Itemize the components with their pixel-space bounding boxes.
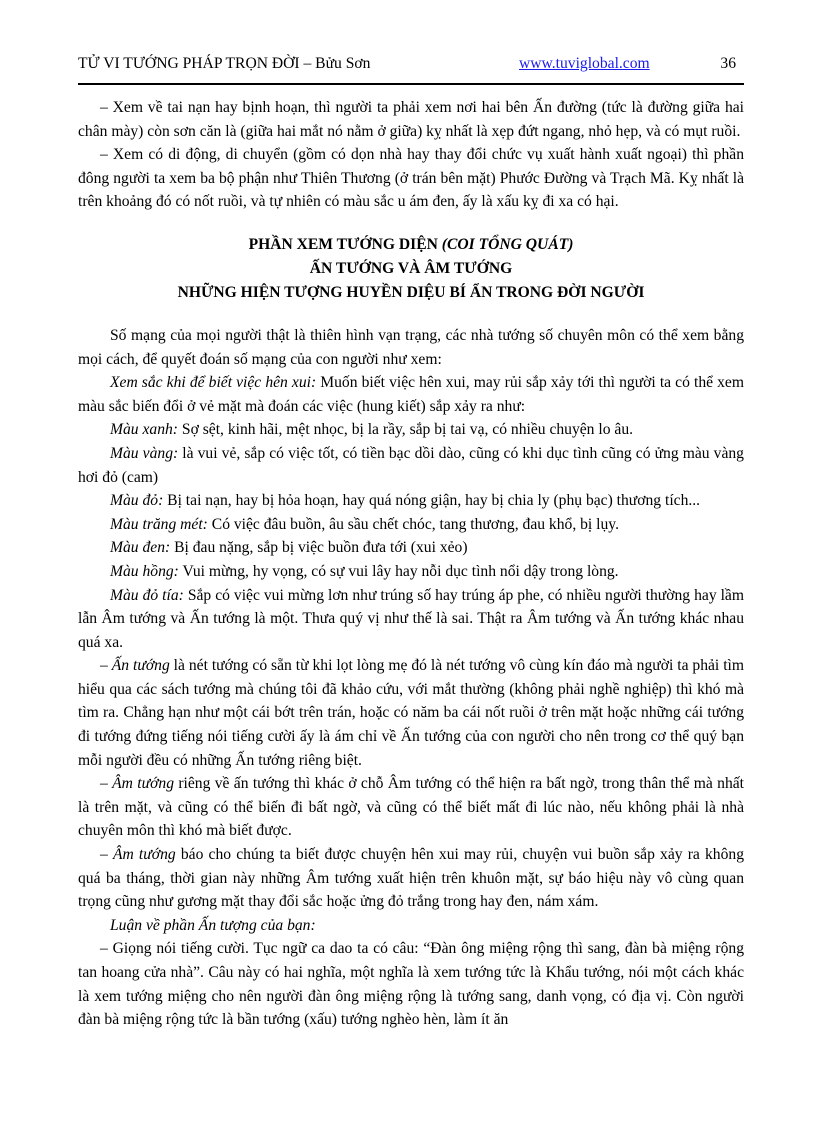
color-text: Sợ sệt, kinh hãi, mệt nhọc, bị la rầy, sắp bị tai vạ, có nhiều chuyện lo âu. [178, 421, 634, 439]
am-tuong-text: báo cho chúng ta biết được chuyện hên xui may rủi, chuyện vui buồn sắp xảy ra không quá ba tháng, thời gian này những Âm tướng xuất hiện trên khuôn mặt, sự báo hiệu này vô cùng quan trọng cũng như gương mặt thay đổi sắc hoặc ửng đỏ trắng trong hay đen, nám xám. [78, 846, 744, 911]
dash-marker: – [100, 775, 113, 793]
color-text: Sắp có việc vui mừng lơn như trúng số hay trúng áp phe, có nhiều người thường hay lầm lẫn Âm tướng và Ấn tướng là một. Thưa quý vị như thế là sai. Thật ra Âm tướng và Ấn tướng khác nhau quá xa. [78, 586, 744, 651]
page-number: 36 [720, 55, 736, 72]
heading-main: PHẦN XEM TƯỚNG DIỆN [248, 235, 442, 253]
color-item [78, 442, 744, 489]
color-label: Màu đỏ: [110, 492, 164, 510]
color-text: Có việc đâu buồn, âu sầu chết chóc, tang thương, đau khổ, bị lụy. [207, 515, 619, 533]
paragraph-color-intro [78, 371, 744, 418]
color-item [78, 418, 744, 442]
heading-line-1 [78, 233, 744, 257]
paragraph-moving: – Xem có di động, di chuyển (gồm có dọn nhà hay thay đổi chức vụ xuất hành xuất ngoại) thì phần đông người ta xem ba bộ phận như Thiên Thương (ở trán bên mặt) Phước Đường và Trạch Mã. Kỵ nhất là trên khoảng đó có nốt ruồi, và tự nhiên có màu sắc u ám đen, ấy là xấu kỵ đi xa có hại. [78, 146, 744, 211]
an-tuong-text: là nét tướng có sẵn từ khi lọt lòng mẹ đó là nét tướng vô cùng kín đáo mà người ta phải tìm hiểu qua các sách tướng mà chúng tôi đã khảo cứu, với mắt thường (không phải nghề nghiệp) thì khó mà tìm ra. Chẳng hạn như một cái bớt trên trán, hoặc có năm ba cái nốt ruồi ở trên mặt hoặc những cái tướng đi tướng đứng tiếng nói tiếng cười ấy là ám chỉ về Ấn tướng của con người cho nên trong cơ thể quý bạn mỗi người đều có những Ấn tướng riêng biệt. [78, 657, 744, 769]
section-heading [78, 233, 744, 305]
color-text: Bị đau nặng, sắp bị việc buồn đưa tới (xui xẻo) [170, 539, 468, 557]
website-link[interactable]: www.tuviglobal.com [519, 55, 650, 72]
color-item [78, 513, 744, 537]
color-label: Màu đen: [110, 539, 171, 557]
color-text: Vui mừng, hy vọng, có sự vui lây hay nỗi dục tình nổi dậy trong lòng. [178, 562, 619, 580]
header-rule [78, 83, 744, 85]
am-tuong-text: riêng về ấn tướng thì khác ở chỗ Âm tướng có thể hiện ra bất ngờ, trong thân thể mà nhất là trên mặt, và cũng có thể biến đi bất ngờ, và cũng có thể biết mất đi lúc nào, nếu không phải là nhà chuyên môn thì khó mà biết được. [78, 775, 744, 840]
page-header [78, 52, 744, 78]
color-label: Màu hồng: [110, 562, 179, 580]
page-body [78, 96, 744, 1032]
color-label: Màu vàng: [110, 444, 179, 462]
color-intro-text: Muốn biết việc hên xui, may rủi sắp xảy tới thì người ta có thể xem màu sắc biến đổi ở vẻ mặt mà đoán các việc (hung kiết) sắp xảy ra như: [78, 374, 744, 415]
term-an-tuong: Ấn tướng [111, 657, 170, 675]
color-text: là vui vẻ, sắp có việc tốt, có tiền bạc dồi dào, cũng có khi dục tình cũng có ửng màu vàng hơi đỏ (cam) [78, 444, 744, 486]
subheading-text: Luận về phần Ấn tượng của bạn: [110, 916, 316, 934]
color-item [78, 560, 744, 584]
dash-marker: – [100, 846, 113, 864]
color-text: Bị tai nạn, hay bị hỏa hoạn, hay quá nóng giận, hay bị chia ly (phụ bạc) thương tích... [163, 492, 701, 510]
color-label: Màu trăng mét: [110, 515, 208, 533]
color-label: Màu đỏ tía: [110, 586, 184, 604]
color-item [78, 536, 744, 560]
paragraph-an-tuong [78, 654, 744, 772]
heading-line-3: NHỮNG HIỆN TƯỢNG HUYỀN DIỆU BÍ ẨN TRONG ĐỜI NGƯỜI [177, 283, 645, 301]
paragraph-am-tuong-2 [78, 843, 744, 914]
paragraph-intro: Số mạng của mọi người thật là thiên hình vạn trạng, các nhà tướng số chuyên môn có thể xem bằng mọi cách, để quyết đoán số mạng của con người như xem: [78, 326, 744, 368]
color-item [78, 489, 744, 513]
color-intro-label: Xem sắc khi để biết việc hên xui: [110, 374, 317, 392]
term-am-tuong: Âm tướng [112, 846, 176, 864]
term-am-tuong: Âm tướng [112, 775, 175, 793]
paragraph-voice: – Giọng nói tiếng cười. Tục ngữ ca dao ta có câu: “Đàn ông miệng rộng thì sang, đàn bà miệng rộng tan hoang cửa nhà”. Câu này có hai nghĩa, một nghĩa là xem tướng tức là Khẩu tướng, nói một cách khác là xem tướng miệng cho nên người đàn ông miệng rộng là tướng sang, danh vọng, có địa vị. Còn người đàn bà miệng rộng tức là bần tướng (xấu) tướng nghèo hèn, làm ít ăn [78, 940, 744, 1029]
dash-marker: – [100, 657, 112, 675]
book-title: TỬ VI TƯỚNG PHÁP TRỌN ĐỜI – Bửu Sơn [78, 55, 371, 72]
heading-line-2: ẤN TƯỚNG VÀ ÂM TƯỚNG [309, 259, 513, 277]
paragraph-accident: – Xem về tai nạn hay bịnh hoạn, thì người ta phải xem nơi hai bên Ấn đường (tức là đường giữa hai chân mày) còn sơn căn là (giữa hai mắt nó nằm ở giữa) kỵ nhất là xẹp đứt ngang, nhỏ hẹp, và có mụt ruồi. [78, 99, 744, 140]
color-item [78, 584, 744, 655]
heading-italic: (COI TỔNG QUÁT) [441, 235, 574, 253]
subheading-an-tuong [78, 914, 744, 938]
color-label: Màu xanh: [110, 421, 178, 439]
paragraph-am-tuong-1 [78, 772, 744, 843]
